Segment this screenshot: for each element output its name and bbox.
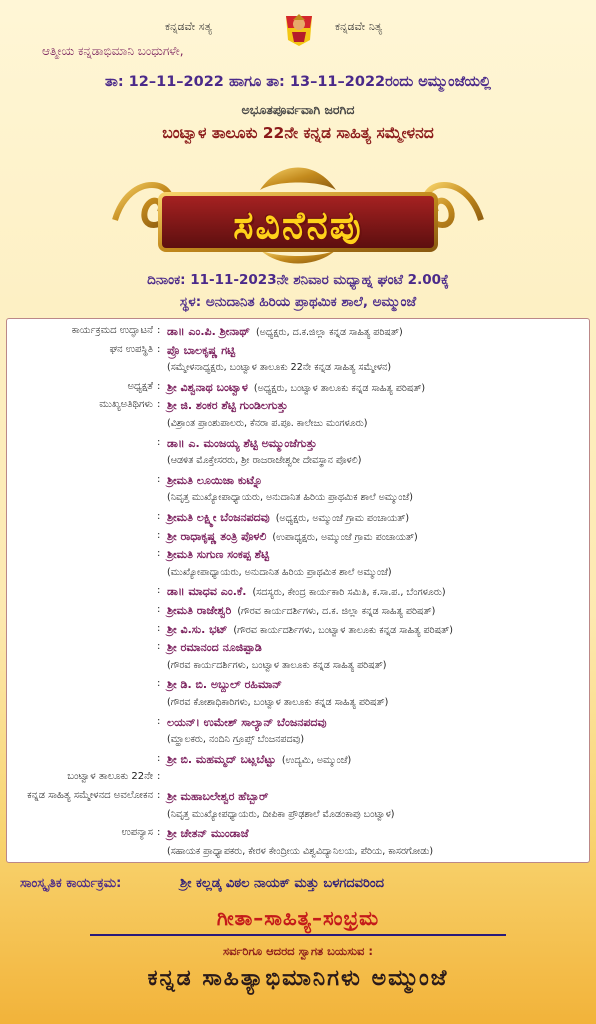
program-colon: : [157, 678, 161, 690]
divider [90, 934, 506, 936]
program-person-detail: (ಗೌರವ ಕಾರ್ಯದರ್ಶಿಗಳು, ಬಂಟ್ವಾಳ ತಾಲೂಕು ಕನ್ನಡ ಸಾಹಿತ್ಯ ಪರಿಷತ್) [233, 624, 453, 636]
program-name-detail-group [167, 753, 351, 767]
subtitle-line-2: ಬಂಟ್ವಾಳ ತಾಲೂಕು 22ನೇ ಕನ್ನಡ ಸಾಹಿತ್ಯ ಸಮ್ಮೇಳನದ [162, 124, 434, 142]
program-person-detail: (ವಿಶ್ರಾಂತ ಪ್ರಾಂಶುಪಾಲರು, ಕೆನರಾ ಪ.ಪೂ. ಕಾಲೇಜು ಮಂಗಳೂರು) [167, 418, 368, 429]
slogan-right: ಕನ್ನಡವೇ ನಿತ್ಯ [335, 20, 383, 33]
top-slogans [0, 10, 596, 40]
program-colon: : [157, 641, 161, 653]
program-name-detail-group [167, 511, 409, 525]
program-person-detail: (ಮ್ಹಾಲಕರು, ನಂದಿನಿ ಗ್ರೂಪ್ಸ್ ಬೆಂಜನಪದವು) [167, 734, 305, 746]
program-person-name: ಶ್ರೀ ಜಿ. ಶಂಕರ ಶೆಟ್ಟಿ ಗುಂಡಿಲಗುತ್ತು [167, 399, 288, 413]
program-list [6, 318, 590, 863]
program-person-detail: (ಉದ್ಯಮಿ, ಅಮ್ಮುಂಜೆ) [281, 754, 352, 766]
program-colon: : [157, 343, 161, 355]
program-colon: : [157, 325, 161, 336]
cultural-performers: ಶ್ರೀ ಕಲ್ಲಡ್ಕ ವಿಠಲ ನಾಯಕ್ ಮತ್ತು ಬಳಗದವರಿಂದ [180, 876, 385, 891]
program-person-detail: (ಅಧ್ಯಕ್ಷರು, ಬಂಟ್ವಾಳ ತಾಲೂಕು ಕನ್ನಡ ಸಾಹಿತ್ಯ ಪರಿಷತ್) [253, 382, 426, 394]
program-person-name: ಶ್ರೀಮತಿ ಸುಗುಣ ಸಂಕಪ್ಪ ಶೆಟ್ಟಿ [167, 548, 270, 562]
program-name-detail-group [167, 585, 446, 599]
program-person-name: ಶ್ರೀ ವಿಶ್ವನಾಥ ಬಂಟ್ವಾಳ [167, 380, 248, 394]
program-role: ಕಾರ್ಯಕ್ರಮದ ಉದ್ಘಾಟನೆ [71, 325, 153, 336]
event-dates: ತಾ: 12–11–2022 ಹಾಗೂ ತಾ: 13–11–2022ರಂದು ಅಮ್ಮುಂಜೆಯಲ್ಲಿ [105, 74, 491, 90]
cultural-program [0, 870, 596, 900]
program-person-detail: (ಮುಖ್ಯೋಪಾಧ್ಯಾಯರು, ಅನುದಾನಿತ ಹಿರಿಯ ಪ್ರಾಥಮಿಕ ಶಾಲೆ ಅಮ್ಮುಂಜೆ) [167, 566, 392, 578]
program-name-detail-group [167, 604, 435, 618]
program-colon: : [157, 622, 161, 634]
goddess-emblem-icon [282, 10, 316, 48]
program-role: ಅಧ್ಯಕ್ಷತೆ [127, 380, 153, 392]
program-colon: : [157, 473, 161, 485]
event-date-time: ದಿನಾಂಕ: 11-11-2023ನೇ ಶನಿವಾರ ಮಧ್ಯಾಹ್ನ ಘಂಟೆ 2.00ಕ್ಕೆ [147, 272, 449, 288]
program-name-detail-group [167, 623, 453, 637]
program-person-detail: (ಸಮ್ಮೇಳನಾಧ್ಯಕ್ಷರು, ಬಂಟ್ವಾಳ ತಾಲೂಕು 22ನೇ ಕನ್ನಡ ಸಾಹಿತ್ಯ ಸಮ್ಮೇಳನ) [167, 362, 392, 374]
program-person-detail: (ಆಡಳಿತ ಮೊಕ್ತೇಸರರು, ಶ್ರೀ ರಾಜರಾಜೇಶ್ವರೀ ದೇವಸ್ಥಾನ ಪೊಳಲಿ) [167, 455, 362, 467]
program-person-detail: (ನಿವೃತ್ತ ಮುಖ್ಯೋಪಧ್ಯಾಯರು, ದೀಪಿಕಾ ಪ್ರೌಢಶಾಲೆ ಮೊಡಂಕಾಪು ಬಂಟ್ವಾಳ) [167, 808, 395, 820]
program-person-name: ಶ್ರೀ ಡಿ. ಬಿ. ಅಬ್ದುಲ್ ರಹಿಮಾನ್ [167, 678, 282, 692]
program-person-detail: (ಉಪಾಧ್ಯಕ್ಷರು, ಅಮ್ಮುಂಜೆ ಗ್ರಾಮ ಪಂಚಾಯತ್) [272, 531, 418, 543]
program-person-detail: (ಸಹಾಯಕ ಪ್ರಾಧ್ಯಾಪಕರು, ಕೇರಳ ಕೇಂದ್ರೀಯ ವಿಶ್ವವಿದ್ಯಾನಿಲಯ, ಪೆರಿಯ, ಕಾಸರಗೋಡು) [167, 845, 434, 857]
ornament-top-crest [260, 168, 336, 191]
program-person-name: ಶ್ರೀಮತಿ ರಾಜೇಶ್ವರಿ [167, 604, 232, 617]
program-person-name: ಶ್ರೀ ಮಹಾಬಲೇಶ್ವರ ಹೆಬ್ಬಾರ್ [167, 790, 269, 803]
program-person-name: ಶ್ರೀ ಬಿ. ಮಹಮ್ಮದ್ ಬಟ್ಲಬೆಟ್ಟು [167, 752, 276, 766]
ornament-bottom-crest [260, 250, 336, 264]
program-colon: : [157, 529, 161, 541]
program-person-detail: (ಗೌರವ ಕೋಶಾಧಿಕಾರಿಗಳು, ಬಂಟ್ವಾಳ ತಾಲೂಕು ಕನ್ನಡ ಸಾಹಿತ್ಯ ಪರಿಷತ್) [167, 697, 389, 708]
program-person-name: ಶ್ರೀ ಚೇತನ್ ಮುಂಡಾಜೆ [167, 827, 249, 841]
program-colon: : [157, 827, 161, 839]
slogan-left: ಕನ್ನಡವೇ ಸತ್ಯ [165, 20, 212, 33]
program-role: ಕನ್ನಡ ಸಾಹಿತ್ಯ ಸಮ್ಮೇಳನದ ಅವಲೋಕನ [27, 790, 153, 801]
program-colon: : [157, 399, 161, 411]
program-colon: : [157, 790, 161, 801]
program-colon: : [157, 585, 161, 597]
greeting: ಆತ್ಮೀಯ ಕನ್ನಡಾಭಿಮಾನಿ ಬಂಧುಗಳೇ, [42, 44, 184, 58]
program-person-detail: (ಅಧ್ಯಕ್ಷರು, ದ.ಕ.ಜಿಲ್ಲಾ ಕನ್ನಡ ಸಾಹಿತ್ಯ ಪರಿಷತ್) [255, 327, 403, 338]
program-person-detail: (ನಿವೃತ್ತ ಮುಖ್ಯೋಪಾಧ್ಯಾಯರು, ಅನುದಾನಿತ ಹಿರಿಯ ಪ್ರಾಥಮಿಕ ಶಾಲೆ ಅಮ್ಮುಂಜೆ) [167, 492, 413, 504]
program-colon: : [157, 548, 161, 560]
program-person-name: ಶ್ರೀ ವಿ.ಸು. ಭಟ್ [167, 622, 228, 636]
program-person-detail: (ಸದಸ್ಯರು, ಕೇಂದ್ರ ಕಾರ್ಯಕಾರಿ ಸಮಿತಿ, ಕ.ಸಾ.ಪ., ಬೆಂಗಳೂರು) [252, 587, 446, 599]
organizers: ಕನ್ನಡ ಸಾಹಿತ್ಯಾಭಿಮಾನಿಗಳು ಅಮ್ಮುಂಜೆ [147, 966, 449, 991]
program-person-name: ಡಾ॥ ಎಂ.ಪಿ. ಶ್ರೀನಾಥ್ [167, 325, 250, 338]
program-person-detail: (ಅಧ್ಯಕ್ಷರು, ಅಮ್ಮುಂಜೆ ಗ್ರಾಮ ಪಂಚಾಯತ್) [275, 513, 410, 524]
program-role: ಮುಖ್ಯಅತಿಥಿಗಳು [99, 399, 153, 411]
banner-title: ಸವಿನೆನಪು [233, 202, 363, 247]
program-colon: : [157, 380, 161, 392]
program-colon: : [157, 715, 161, 727]
cultural-label: ಸಾಂಸ್ಕೃತಿಕ ಕಾರ್ಯಕ್ರಮ: [20, 876, 122, 891]
program-name-detail-group [167, 530, 418, 544]
program-person-name: ಪ್ರೊ ಬಾಲಕೃಷ್ಣ ಗಟ್ಟಿ [167, 343, 236, 357]
program-person-name: ಶ್ರೀ ರಾಧಾಕೃಷ್ಣ ತಂತ್ರಿ ಪೊಳಲಿ [167, 529, 267, 543]
program-colon: : [157, 511, 161, 522]
highlight-title: ಗೀತಾ–ಸಾಹಿತ್ಯ–ಸಂಭ್ರಮ [216, 906, 380, 930]
program-name-detail-group [167, 325, 403, 339]
welcome-line: ಸರ್ವರಿಗೂ ಆದರದ ಸ್ವಾಗತ ಬಯಸುವ : [222, 944, 373, 958]
program-role: ಬಂಟ್ವಾಳ ತಾಲೂಕು 22ನೇ [67, 771, 153, 783]
program-person-detail: (ಗೌರವ ಕಾರ್ಯದರ್ಶಿಗಳು, ಬಂಟ್ವಾಳ ತಾಲೂಕು ಕನ್ನಡ ಸಾಹಿತ್ಯ ಪರಿಷತ್) [167, 659, 387, 671]
subtitle-line-1: ಅಭೂತಪೂರ್ವವಾಗಿ ಜರಗಿದ [241, 102, 355, 117]
program-colon: : [157, 604, 161, 615]
program-role: ಉಪನ್ಯಾಸ [121, 827, 153, 839]
program-person-name: ಶ್ರೀ ರಮಾನಂದ ನೂಜಿಪ್ಪಾಡಿ [167, 641, 262, 655]
program-name-detail-group [167, 381, 425, 395]
program-person-name: ಶ್ರೀಮತಿ ಲೂಯಿಜಾ ಕುಟ್ನೊ [167, 473, 263, 487]
program-role: ಘನ ಉಪಸ್ಥಿತಿ [109, 343, 153, 355]
program-person-name: ಡಾ॥ ಮಾಧವ ಎಂ.ಕೆ. [167, 585, 247, 599]
program-person-name: ಶ್ರೀಮತಿ ಲಕ್ಷ್ಮೀ ಬೆಂಜನಪದವು [167, 511, 270, 524]
program-colon: : [157, 752, 161, 764]
program-person-name: ಲಯನ್। ಉಮೇಶ್ ಸಾಲ್ಯಾನ್ ಬೆಂಜನಪದವು [167, 715, 327, 729]
event-venue: ಸ್ಥಳ: ಅನುದಾನಿತ ಹಿರಿಯ ಪ್ರಾಥಮಿಕ ಶಾಲೆ, ಅಮ್ಮುಂಜೆ [179, 294, 417, 310]
program-colon: : [157, 771, 161, 783]
program-person-detail: (ಗೌರವ ಕಾರ್ಯದರ್ಶಿಗಳು, ದ.ಕ. ಜಿಲ್ಲಾ ಕನ್ನಡ ಸಾಹಿತ್ಯ ಪರಿಷತ್) [237, 606, 436, 617]
program-colon: : [157, 436, 161, 448]
program-person-name: ಡಾ॥ ಎ. ಮಂಜಯ್ಯ ಶೆಟ್ಟಿ ಅಮ್ಮುಂಜೆಗುತ್ತು [167, 436, 317, 450]
